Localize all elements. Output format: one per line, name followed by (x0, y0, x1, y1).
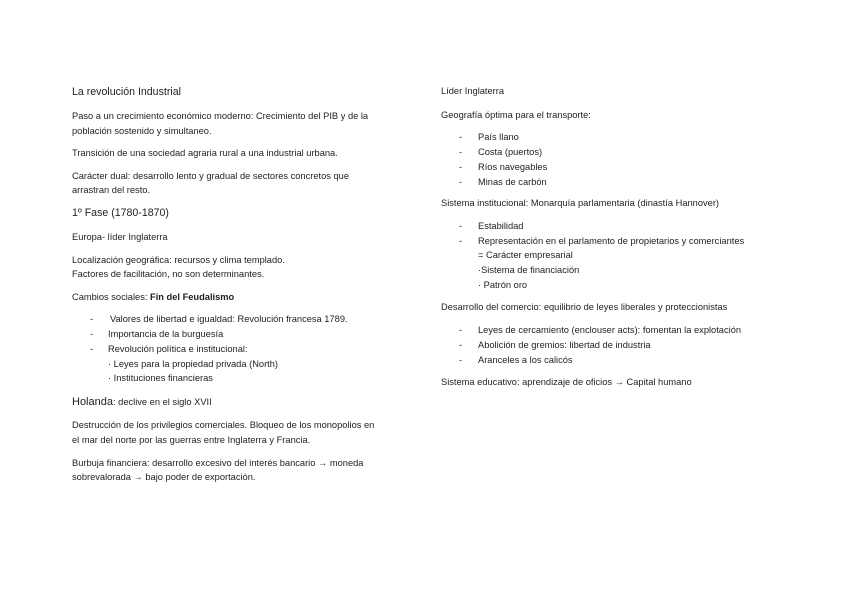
holland-decline: : declive en el siglo XVII (112, 397, 212, 407)
list-item-text: Minas de carbón (478, 177, 547, 187)
commerce-list (441, 323, 781, 368)
leader-heading: Líder Inglaterra (441, 86, 505, 96)
commerce-heading: Desarrollo del comercio: equilibrio de leyes liberales y proteccionistas (441, 302, 728, 312)
destruction-line-1: Destrucción de los privilegios comerciales. Bloqueo de los monopolios en (72, 420, 375, 430)
bullet: - (459, 147, 463, 157)
bubble-line-2: sobrevalorada → bajo poder de exportación. (72, 472, 256, 482)
dual-line-1: Carácter dual: desarrollo lento y gradual de sectores concretos que (72, 171, 349, 181)
holland-heading (72, 395, 412, 410)
bullet: - (459, 355, 463, 365)
list-item (72, 312, 412, 327)
list-item (441, 338, 781, 353)
bullet: - (90, 344, 94, 354)
bullet: - (459, 325, 463, 335)
bullet: - (90, 314, 94, 324)
list-item (441, 160, 781, 175)
europe-leader: Europa- líder Inglaterra (72, 232, 168, 242)
list-item (441, 175, 781, 190)
list-item-text: Revolución política e institucional: (108, 344, 248, 354)
bullet: - (459, 177, 463, 187)
list-item (441, 219, 781, 234)
phase-heading: 1º Fase (1780-1870) (72, 207, 169, 219)
list-item-text: Importancia de la burguesía (108, 329, 224, 339)
list-item-text: País llano (478, 132, 519, 142)
transition-paragraph: Transición de una sociedad agraria rural a una industrial urbana. (72, 148, 338, 158)
intro-line-2: población sostenido y simultaneo. (72, 126, 212, 136)
document-title: La revolución Industrial (72, 86, 181, 98)
list-item-text: Representación en el parlamento de propietarios y comerciantes (478, 236, 745, 246)
geo-transport-list (441, 130, 781, 190)
sub-item-financing-system: ·Sistema de financiación (478, 265, 580, 275)
list-item (72, 327, 412, 342)
social-list (72, 312, 412, 357)
bullet: - (459, 221, 463, 231)
list-item (441, 145, 781, 160)
bubble-line-1: Burbuja financiera: desarrollo excesivo del interés bancario → moneda (72, 458, 364, 468)
list-item (441, 323, 781, 338)
geo-transport-heading: Geografía óptima para el transporte: (441, 110, 591, 120)
list-item-text: Abolición de gremios: libertad de industria (478, 340, 651, 350)
bullet: - (459, 236, 463, 246)
sub-item-business-character: = Carácter empresarial (478, 250, 573, 260)
list-item-text: Ríos navegables (478, 162, 548, 172)
list-item-text: Aranceles a los calicós (478, 355, 573, 365)
institutional-heading: Sistema institucional: Monarquía parlamentaria (dinastía Hannover) (441, 198, 720, 208)
list-item-text: Estabilidad (478, 221, 524, 231)
social-bold: Fin del Feudalismo (150, 292, 235, 302)
list-item-text: Costa (puertos) (478, 147, 543, 157)
bullet: - (459, 340, 463, 350)
list-item (441, 234, 781, 249)
intro-line-1: Paso a un crecimiento económico moderno: Crecimiento del PIB y de la (72, 111, 369, 121)
list-item (72, 342, 412, 357)
sub-item-property-laws: · Leyes para la propiedad privada (North) (108, 359, 279, 369)
destruction-line-2: el mar del norte por las guerras entre Inglaterra y Francia. (72, 435, 311, 445)
bullet: - (459, 132, 463, 142)
bullet: - (459, 162, 463, 172)
bullet: - (90, 329, 94, 339)
sub-item-gold-standard: · Patrón oro (478, 280, 528, 290)
holland-name: Holanda (72, 396, 113, 408)
list-item (441, 130, 781, 145)
social-changes (72, 290, 412, 305)
education-paragraph: Sistema educativo: aprendizaje de oficios → Capital humano (441, 377, 692, 387)
dual-line-2: arrastran del resto. (72, 185, 151, 195)
institutional-list (441, 219, 781, 249)
sub-item-financial-institutions: · Instituciones financieras (108, 373, 213, 383)
list-item (441, 353, 781, 368)
social-label: Cambios sociales: (72, 292, 151, 302)
geo-line-1: Localización geográfica: recursos y clima templado. (72, 255, 285, 265)
list-item-text: Valores de libertad e igualdad: Revolución francesa 1789. (110, 314, 348, 324)
list-item-text: Leyes de cercamiento (enclouser acts): fomentan la explotación (478, 325, 742, 335)
geo-line-2: Factores de facilitación, no son determinantes. (72, 269, 265, 279)
